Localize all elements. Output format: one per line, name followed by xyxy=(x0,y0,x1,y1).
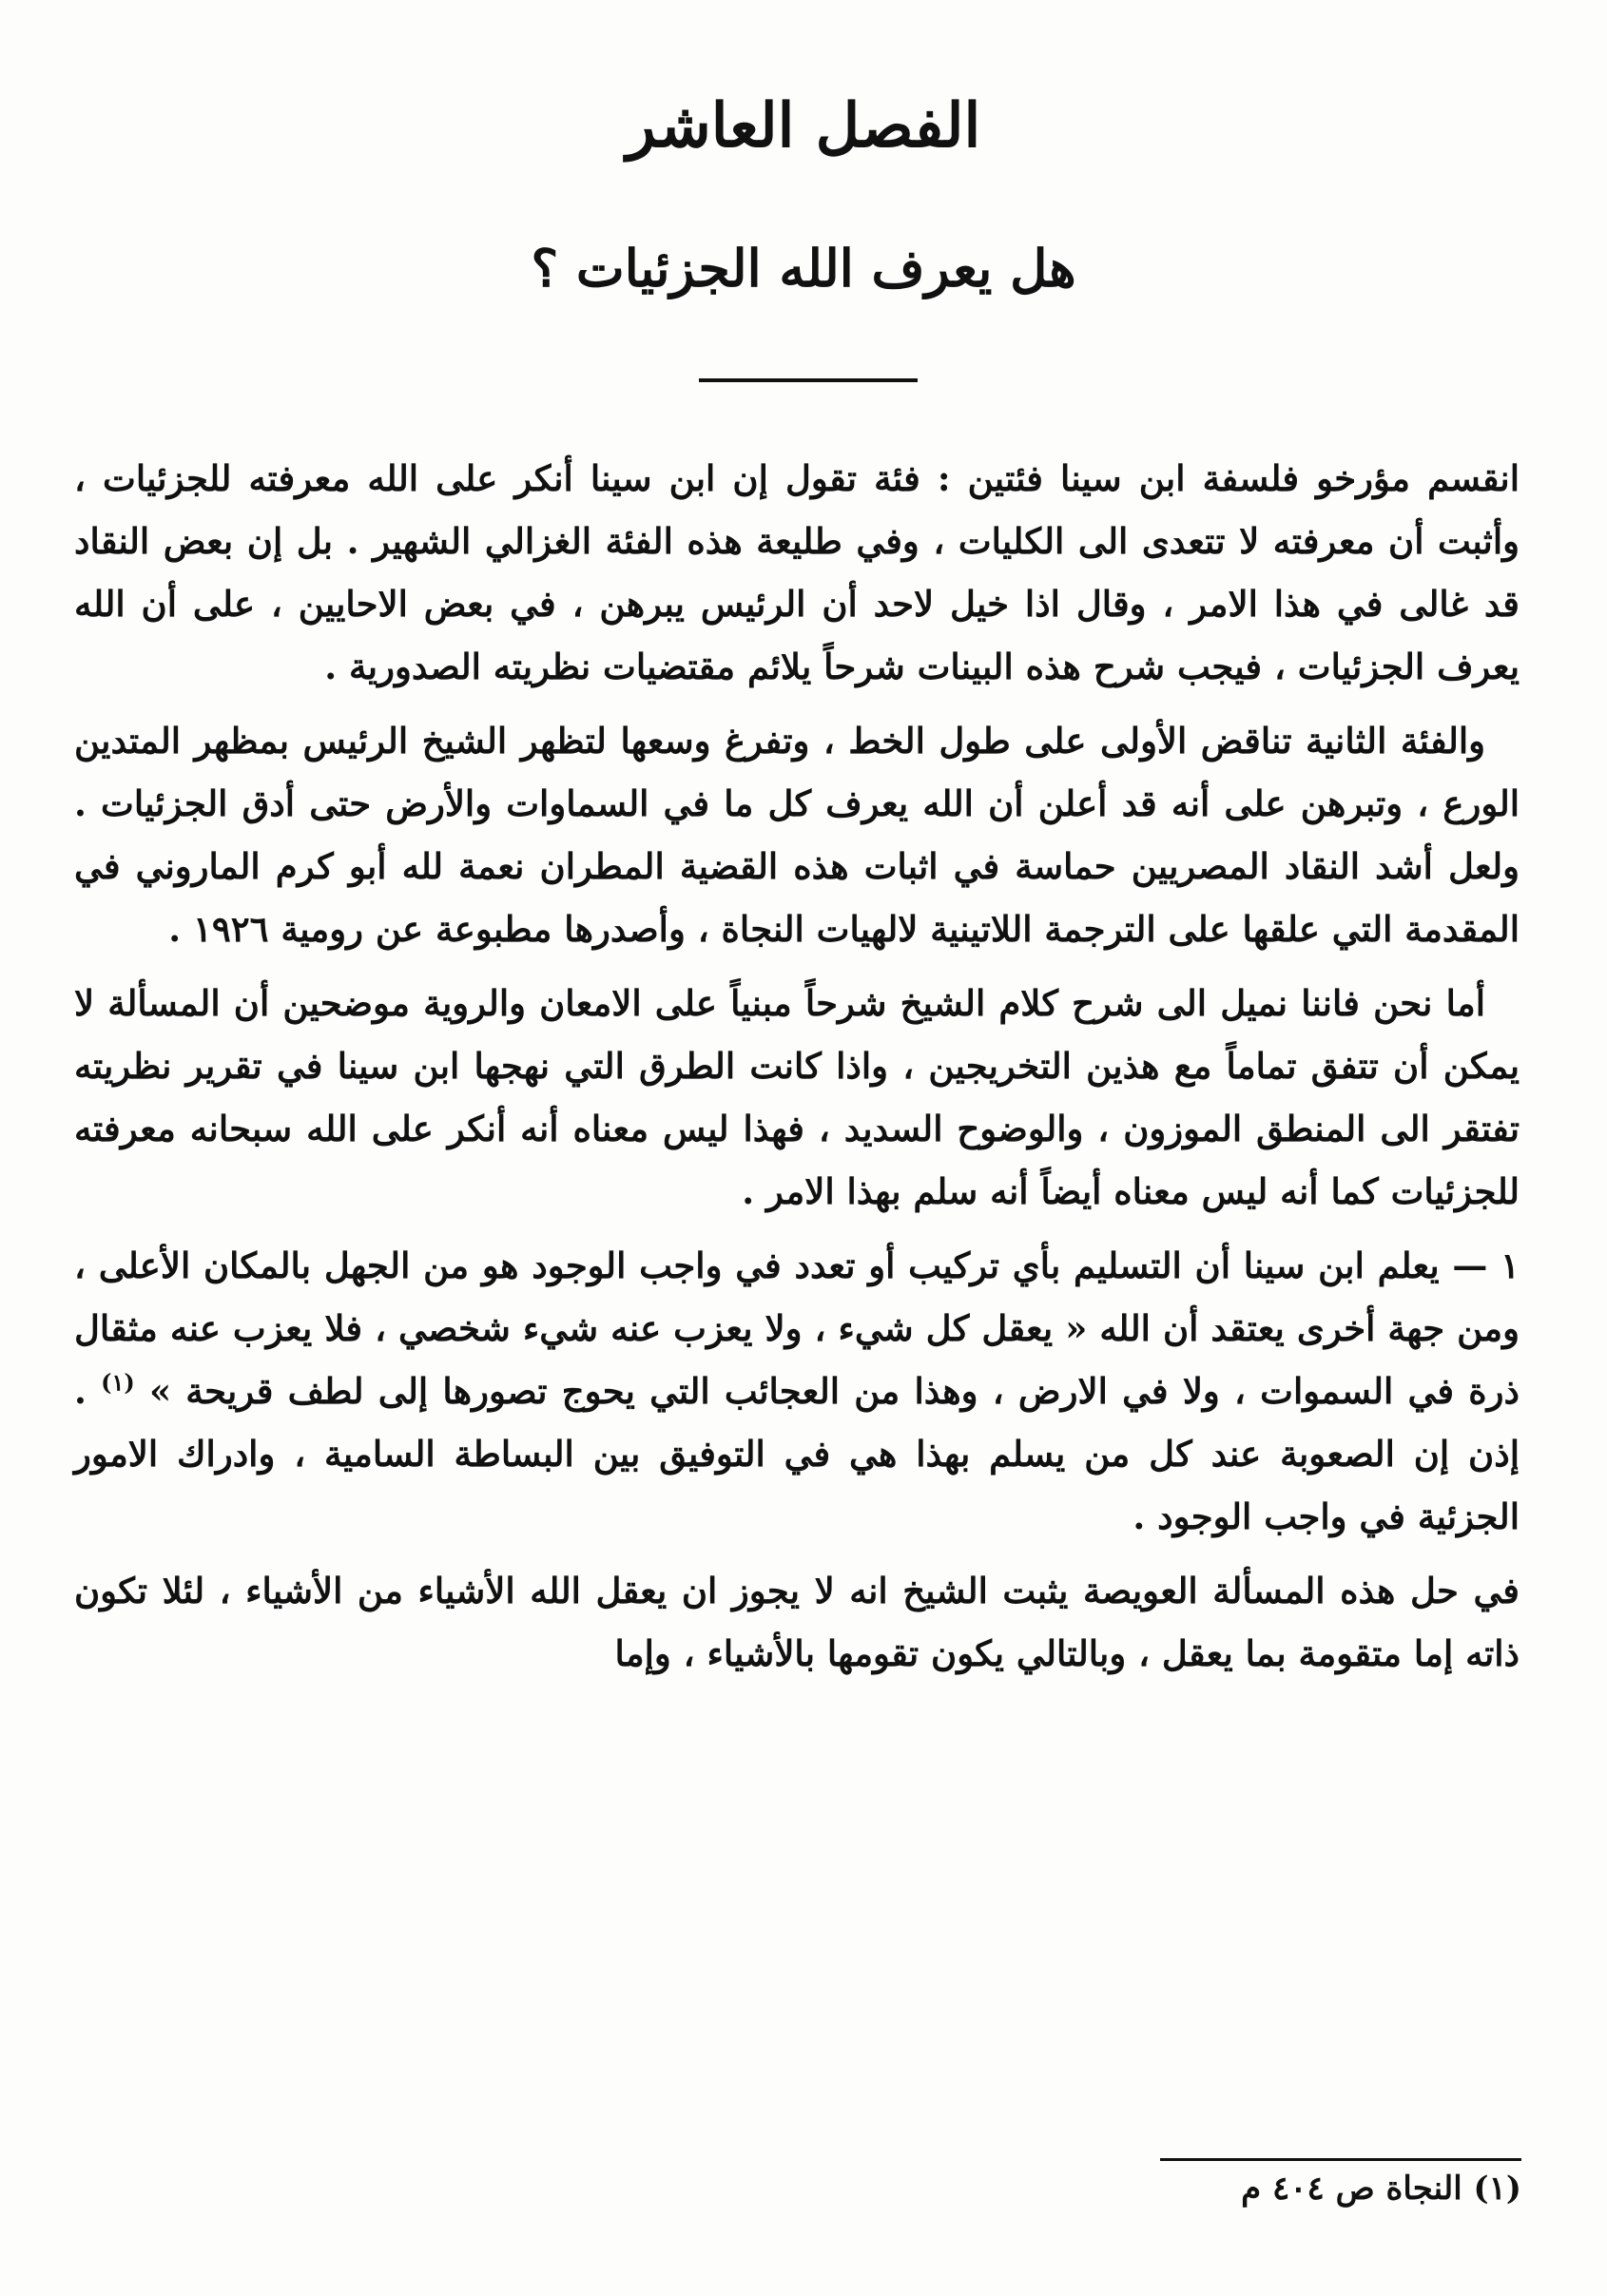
paragraph-2: والفئة الثانية تناقض الأولى على طول الخط ، وتفرغ وسعها لتظهر الشيخ الرئيس بمظهر المتدين الورع ، وتبرهن على أنه قد أعلن أن الله يعرف كل ما في السماوات والأرض حتى أدق الجزئيات . ولعل أشد النقاد المصريين حماسة في اثبات هذه القضية المطران نعمة لله أبو كرم الماروني في المقدمة التي علقها على الترجمة اللاتينية لالهيات النجاة ، وأصدرها مطبوعة عن رومية ١٩٢٦ . xyxy=(74,720,1520,950)
footnote-divider xyxy=(1160,2158,1521,2161)
chapter-title: الفصل العاشر xyxy=(626,90,981,162)
body-text xyxy=(74,447,1520,1696)
paragraph-4-tail: . إذن إن الصعوبة عند كل من يسلم بهذا هي في التوفيق بين البساطة السامية ، وادراك الامور الجزئية في واجب الوجود . xyxy=(74,1370,1520,1537)
paragraph-1: انقسم مؤرخو فلسفة ابن سينا فئتين : فئة تقول إن ابن سينا أنكر على الله معرفته للجزئيات ، وأثبت أن معرفته لا تتعدى الى الكليات ، وفي طليعة هذه الفئة الغزالي الشهير . بل إن بعض النقاد قد غالى في هذا الامر ، وقال اذا خيل لاحد أن الرئيس يبرهن ، في بعض الاحايين ، على أن الله يعرف الجزئيات ، فيجب شرح هذه البينات شرحاً يلائم مقتضيات نظريته الصدورية . xyxy=(74,457,1520,687)
paragraph-4-text: ١ — يعلم ابن سينا أن التسليم بأي تركيب أو تعدد في واجب الوجود هو من الجهل بالمكان الأعلى ، ومن جهة أخرى يعتقد أن الله « يعقل كل شيء ، ولا يعزب عنه شيء شخصي ، فلا يعزب عنه مثقال ذرة في السموات ، ولا في الارض ، وهذا من العجائب التي يحوج تصورها إلى لطف قريحة » xyxy=(74,1244,1520,1412)
paragraph-5: في حل هذه المسألة العويصة يثبت الشيخ انه لا يجوز ان يعقل الله الأشياء من الأشياء ، لئلا تكون ذاته إما متقومة بما يعقل ، وبالتالي يكون تقومها بالأشياء ، وإما xyxy=(74,1570,1520,1674)
title-divider xyxy=(699,378,918,382)
footnote-reference: (١) xyxy=(101,1368,135,1397)
paragraph-3: أما نحن فاننا نميل الى شرح كلام الشيخ شرحاً مبنياً على الامعان والروية موضحين أن المسألة لا يمكن أن تتفق تماماً مع هذين التخريجين ، واذا كانت الطرق التي نهجها ابن سينا في تقرير نظريته تفتقر الى المنطق الموزون ، والوضوح السديد ، فهذا ليس معناه أنه أنكر على الله سبحانه معرفته للجزئيات كما أنه ليس معناه أيضاً أنه سلم بهذا الامر . xyxy=(74,982,1520,1212)
paragraph-4 xyxy=(74,1234,1520,1548)
footnote: (١) النجاة ص ٤٠٤ م xyxy=(1241,2170,1521,2208)
chapter-subtitle: هل يعرف الله الجزئيات ؟ xyxy=(531,238,1076,299)
